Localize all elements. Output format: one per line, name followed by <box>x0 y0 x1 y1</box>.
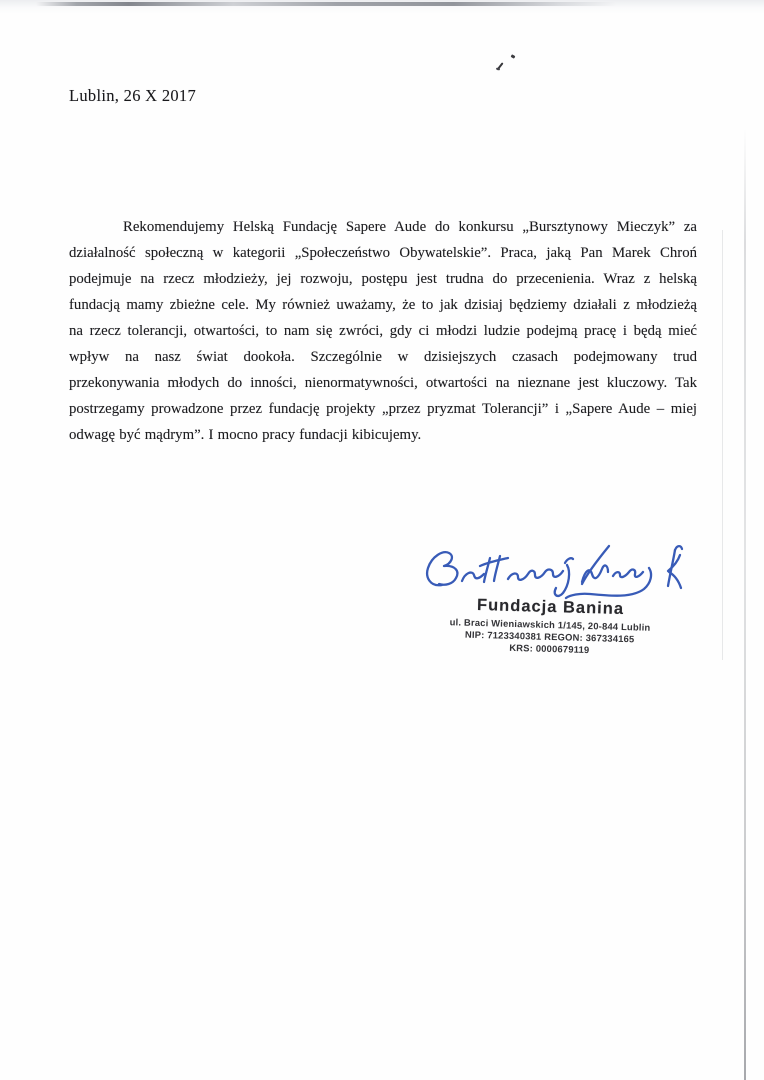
stamp-address: ul. Braci Wieniawskich 1/145, 20-844 Lublin <box>449 616 651 633</box>
stamp-tax-ids: NIP: 7123340381 REGON: 367334165 <box>464 628 635 645</box>
date-line: Lublin, 26 X 2017 <box>69 86 197 105</box>
body-line: fundacją mamy zbieżne cele. My również uważamy, że to jak dzisiaj będziemy działali z młodzieżą <box>69 297 697 313</box>
ink-speck-dot <box>511 54 516 59</box>
scan-edge-line-faint <box>722 230 723 660</box>
body-line: wpływ na nasz świat dookoła. Szczególnie w dzisiejszych czasach podejmowany trud <box>69 349 697 365</box>
scan-artifact-streak <box>36 2 616 6</box>
body-line: na rzecz tolerancji, otwartości, to nam się zwróci, gdy ci młodzi ludzie podejmą pracę i będą mieć <box>69 323 697 339</box>
scan-edge-line <box>744 128 746 1080</box>
ink-speck-tick <box>496 62 505 71</box>
letter-body <box>69 214 697 448</box>
body-line: przekonywania młodych do inności, nienormatywności, otwartości na nieznane jest kluczowy. Tak <box>69 375 697 391</box>
body-line: podejmuje na rzecz młodzieży, jej rozwoju, postępu jest trudna do przecenienia. Wraz z helską <box>69 271 697 287</box>
foundation-stamp <box>424 595 675 658</box>
body-line: postrzegamy prowadzone przez fundację projekty „przez pryzmat Tolerancji” i „Sapere Aude – miej <box>69 401 697 417</box>
stamp-krs: KRS: 0000679119 <box>509 641 590 656</box>
stamp-org-name: Fundacja Banina <box>476 595 625 619</box>
body-line: odwagę być mądrym”. I mocno pracy fundacji kibicujemy. <box>69 427 422 443</box>
body-line: działalność społeczną w kategorii „Społeczeństwo Obywatelskie”. Praca, jaką Pan Marek Chroń <box>69 245 697 261</box>
body-line: Rekomendujemy Helską Fundację Sapere Aude do konkursu „Bursztynowy Mieczyk” za <box>123 219 697 235</box>
